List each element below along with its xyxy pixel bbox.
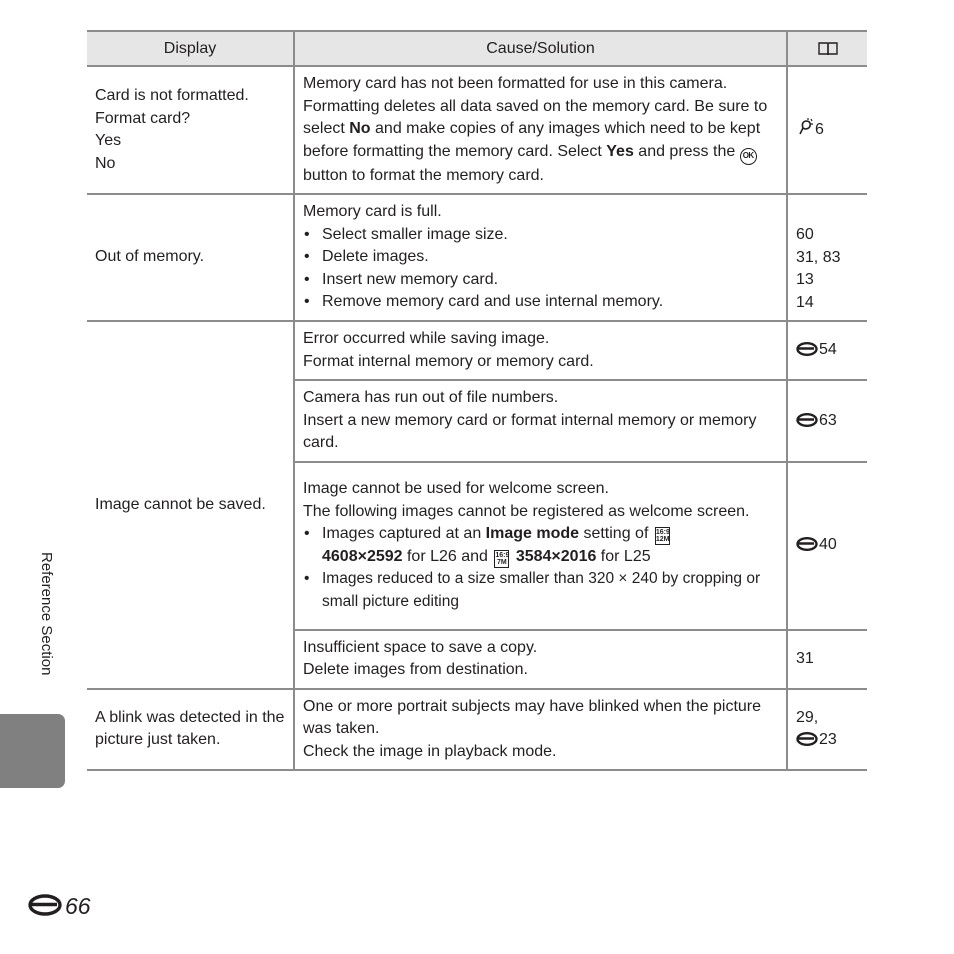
header-reference	[787, 31, 867, 66]
reference-cell	[787, 321, 867, 380]
list-item: • Delete images.	[303, 246, 778, 269]
bullet-text: setting of	[579, 525, 653, 542]
cause-cell	[294, 321, 787, 380]
display-line: Yes	[95, 132, 122, 149]
reference-e-icon	[796, 413, 818, 427]
cause-text: button to format the memory card.	[303, 166, 544, 184]
section-tab	[0, 714, 65, 788]
cause-cell	[294, 380, 787, 462]
reference-e-icon	[796, 732, 818, 746]
image-size-7m-icon: 16:9 7M	[495, 551, 510, 566]
cause-text: Memory card has not been formatted for use in this camera. Formatting deletes all data saved on the memory card. Be sure to select	[303, 75, 768, 137]
image-mode-label: Image mode	[485, 525, 580, 542]
cause-text: and make copies of any images which need to be kept before formatting the memory card. Select	[303, 120, 761, 160]
reference-cell	[787, 380, 867, 462]
cause-text: and press the	[633, 142, 740, 160]
reference-page: 63	[819, 411, 837, 429]
cause-line: The following images cannot be registered as welcome screen.	[303, 502, 750, 520]
cause-cell	[294, 630, 787, 689]
cause-intro: Memory card is full.	[303, 203, 442, 221]
image-size-12m-icon: 16:9 12M	[655, 529, 670, 543]
display-cell: Image cannot be saved.	[87, 321, 294, 689]
list-item: • Select smaller image size.	[303, 224, 778, 247]
reference-page: 23	[819, 731, 837, 749]
cause-line: Camera has run out of file numbers.	[303, 389, 559, 406]
reference-cell	[787, 194, 867, 321]
section-label: Reference Section	[38, 552, 55, 676]
reference-cell	[787, 66, 867, 194]
reference-cell	[787, 462, 867, 630]
cause-line: Delete images from destination.	[303, 661, 528, 678]
reference-page-line	[796, 729, 859, 752]
ok-button-icon: OK	[740, 148, 757, 165]
display-cell	[87, 66, 294, 194]
bullet-text: for L26 and	[402, 547, 493, 565]
table-row	[87, 66, 867, 194]
table-row	[87, 689, 867, 771]
reference-e-icon	[796, 537, 818, 551]
page-number-value: 66	[65, 893, 91, 919]
cause-bold-no: No	[349, 120, 371, 137]
display-cell: A blink was detected in the picture just taken.	[87, 689, 294, 771]
reference-cell	[787, 689, 867, 771]
cause-line: Check the image in playback mode.	[303, 742, 557, 760]
reference-e-icon	[796, 342, 818, 356]
cause-line: One or more portrait subjects may have blinked when the picture was taken.	[303, 697, 762, 737]
cause-cell	[294, 194, 787, 321]
reference-page: 13	[796, 271, 814, 288]
cause-line: Insert a new memory card or format internal memory or memory card.	[303, 411, 757, 451]
display-line: No	[95, 154, 116, 172]
reference-page: 31, 83	[796, 248, 841, 266]
reference-page: 54	[819, 341, 837, 359]
error-messages-table	[87, 30, 867, 771]
list-item: • Remove memory card and use internal memory.	[303, 291, 778, 314]
table-header-row	[87, 31, 867, 66]
reference-cell	[787, 630, 867, 689]
list-item	[303, 523, 778, 568]
reference-page: 31	[796, 649, 814, 667]
table-row	[87, 194, 867, 321]
cause-line: Image cannot be used for welcome screen.	[303, 480, 609, 497]
list-item: • Insert new memory card.	[303, 269, 778, 292]
cause-bold-yes: Yes	[606, 142, 634, 160]
cause-cell	[294, 689, 787, 771]
header-display: Display	[87, 31, 294, 66]
cause-line: Insufficient space to save a copy.	[303, 638, 538, 656]
display-cell: Out of memory.	[87, 194, 294, 321]
display-line: Card is not formatted.	[95, 87, 249, 104]
list-item: • Images reduced to a size smaller than 320 × 240 by cropping or small picture editing	[303, 568, 778, 613]
cause-line: Error occurred while saving image.	[303, 330, 550, 347]
reference-page: 14	[796, 293, 814, 311]
book-icon	[817, 41, 839, 57]
bullet-text: Images captured at an	[322, 525, 486, 542]
reference-e-icon	[28, 894, 64, 916]
image-size-value: 4608×2592	[322, 547, 403, 565]
reference-page: 6	[815, 121, 824, 139]
reference-page: 60	[796, 226, 814, 243]
reference-page: 40	[819, 536, 837, 554]
page-number	[28, 893, 91, 920]
bullet-text: for L25	[596, 547, 651, 565]
cause-cell	[294, 66, 787, 194]
display-line: Format card?	[95, 109, 191, 127]
table-row	[87, 321, 867, 380]
tip-icon	[796, 118, 814, 136]
reference-page: 29,	[796, 708, 819, 726]
image-size-value: 3584×2016	[515, 547, 597, 565]
header-cause-solution: Cause/Solution	[294, 31, 787, 66]
cause-line: Format internal memory or memory card.	[303, 352, 594, 370]
cause-cell	[294, 462, 787, 630]
